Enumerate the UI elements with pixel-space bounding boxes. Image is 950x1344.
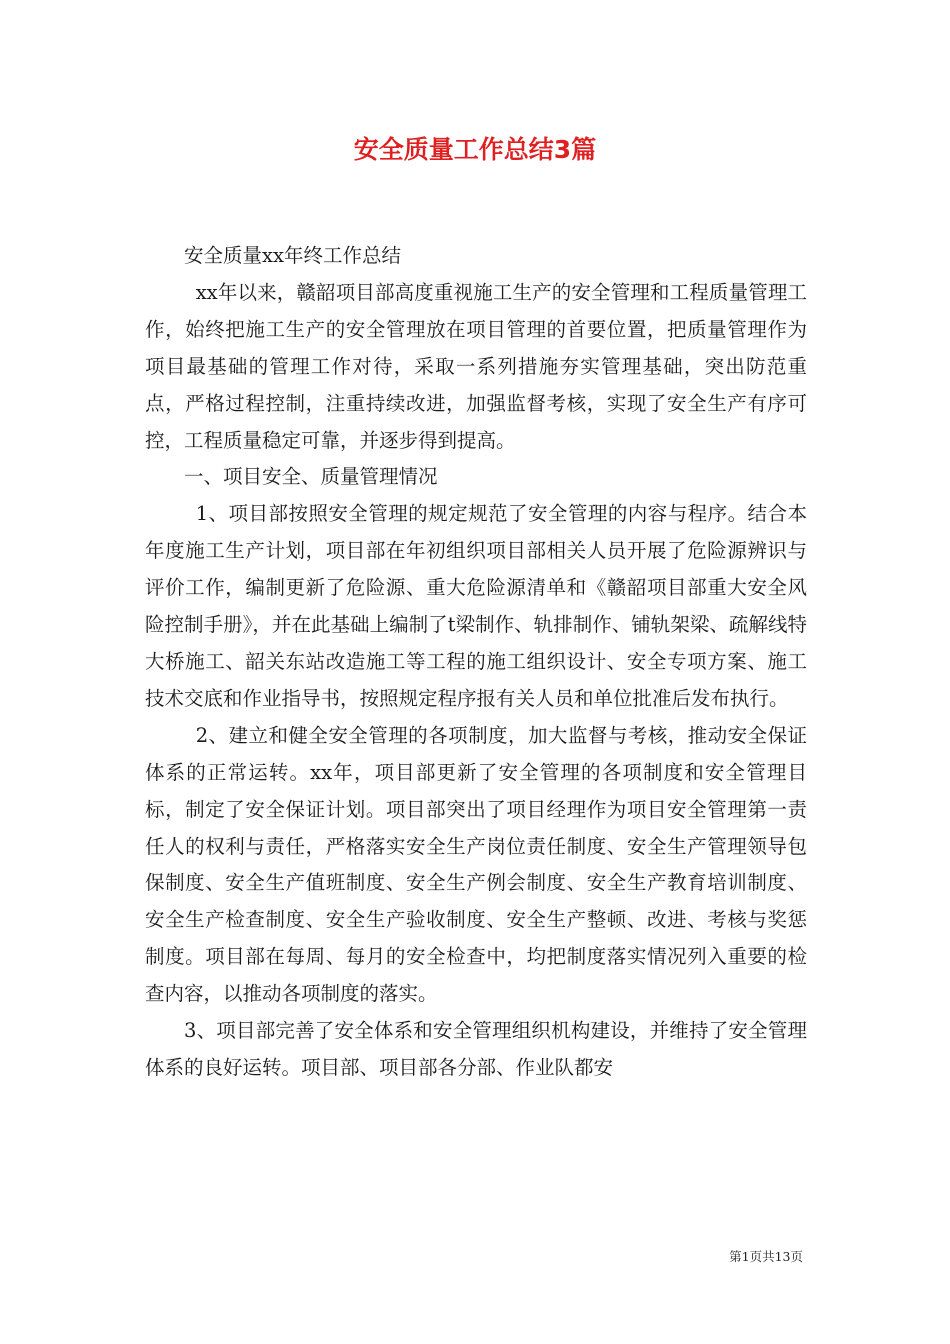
page-title: 安全质量工作总结3篇 (353, 135, 597, 164)
paragraph-item-2: 2、建立和健全安全管理的各项制度，加大监督与考核，推动安全保证体系的正常运转。xx年，项目部更新了安全管理的各项制度和安全管理目标，制定了安全保证计划。项目部突出了项目经理作为项目安全管理第一责任人的权利与责任，严格落实安全生产岗位责任制度、安全生产管理领导包保制度、安全生产值班制度、安全生产例会制度、安全生产教育培训制度、安全生产检查制度、安全生产验收制度、安全生产整顿、改进、考核与奖惩制度。项目部在每周、每月的安全检查中，均把制度落实情况列入重要的检查内容，以推动各项制度的落实。 (145, 723, 807, 1006)
subtitle: 安全质量xx年终工作总结 (184, 244, 401, 267)
page-footer: 第1页共13页 (729, 1249, 803, 1264)
paragraph-item-1: 1、项目部按照安全管理的规定规范了安全管理的内容与程序。结合本年度施工生产计划，项目部在年初组织项目部相关人员开展了危险源辨识与评价工作，编制更新了危险源、重大危险源清单和《赣韶项目部重大安全风险控制手册》，并在此基础上编制了t梁制作、轨排制作、铺轨架梁、疏解线特大桥施工、韶关东站改造施工等工程的施工组织设计、安全专项方案、施工技术交底和作业指导书，按照规定程序报有关人员和单位批准后发布执行。 (145, 502, 807, 710)
paragraph-item-3: 3、项目部完善了安全体系和安全管理组织机构建设，并维持了安全管理体系的良好运转。项目部、项目部各分部、作业队都安 (145, 1019, 807, 1079)
section-heading: 一、项目安全、质量管理情况 (184, 465, 438, 489)
paragraph-intro: xx年以来，赣韶项目部高度重视施工生产的安全管理和工程质量管理工作，始终把施工生产的安全管理放在项目管理的首要位置，把质量管理作为项目最基础的管理工作对待，采取一系列措施夯实管理基础，突出防范重点，严格过程控制，注重持续改进，加强监督考核，实现了安全生产有序可控，工程质量稳定可靠，并逐步得到提高。 (145, 280, 807, 452)
document-body (145, 238, 807, 1087)
